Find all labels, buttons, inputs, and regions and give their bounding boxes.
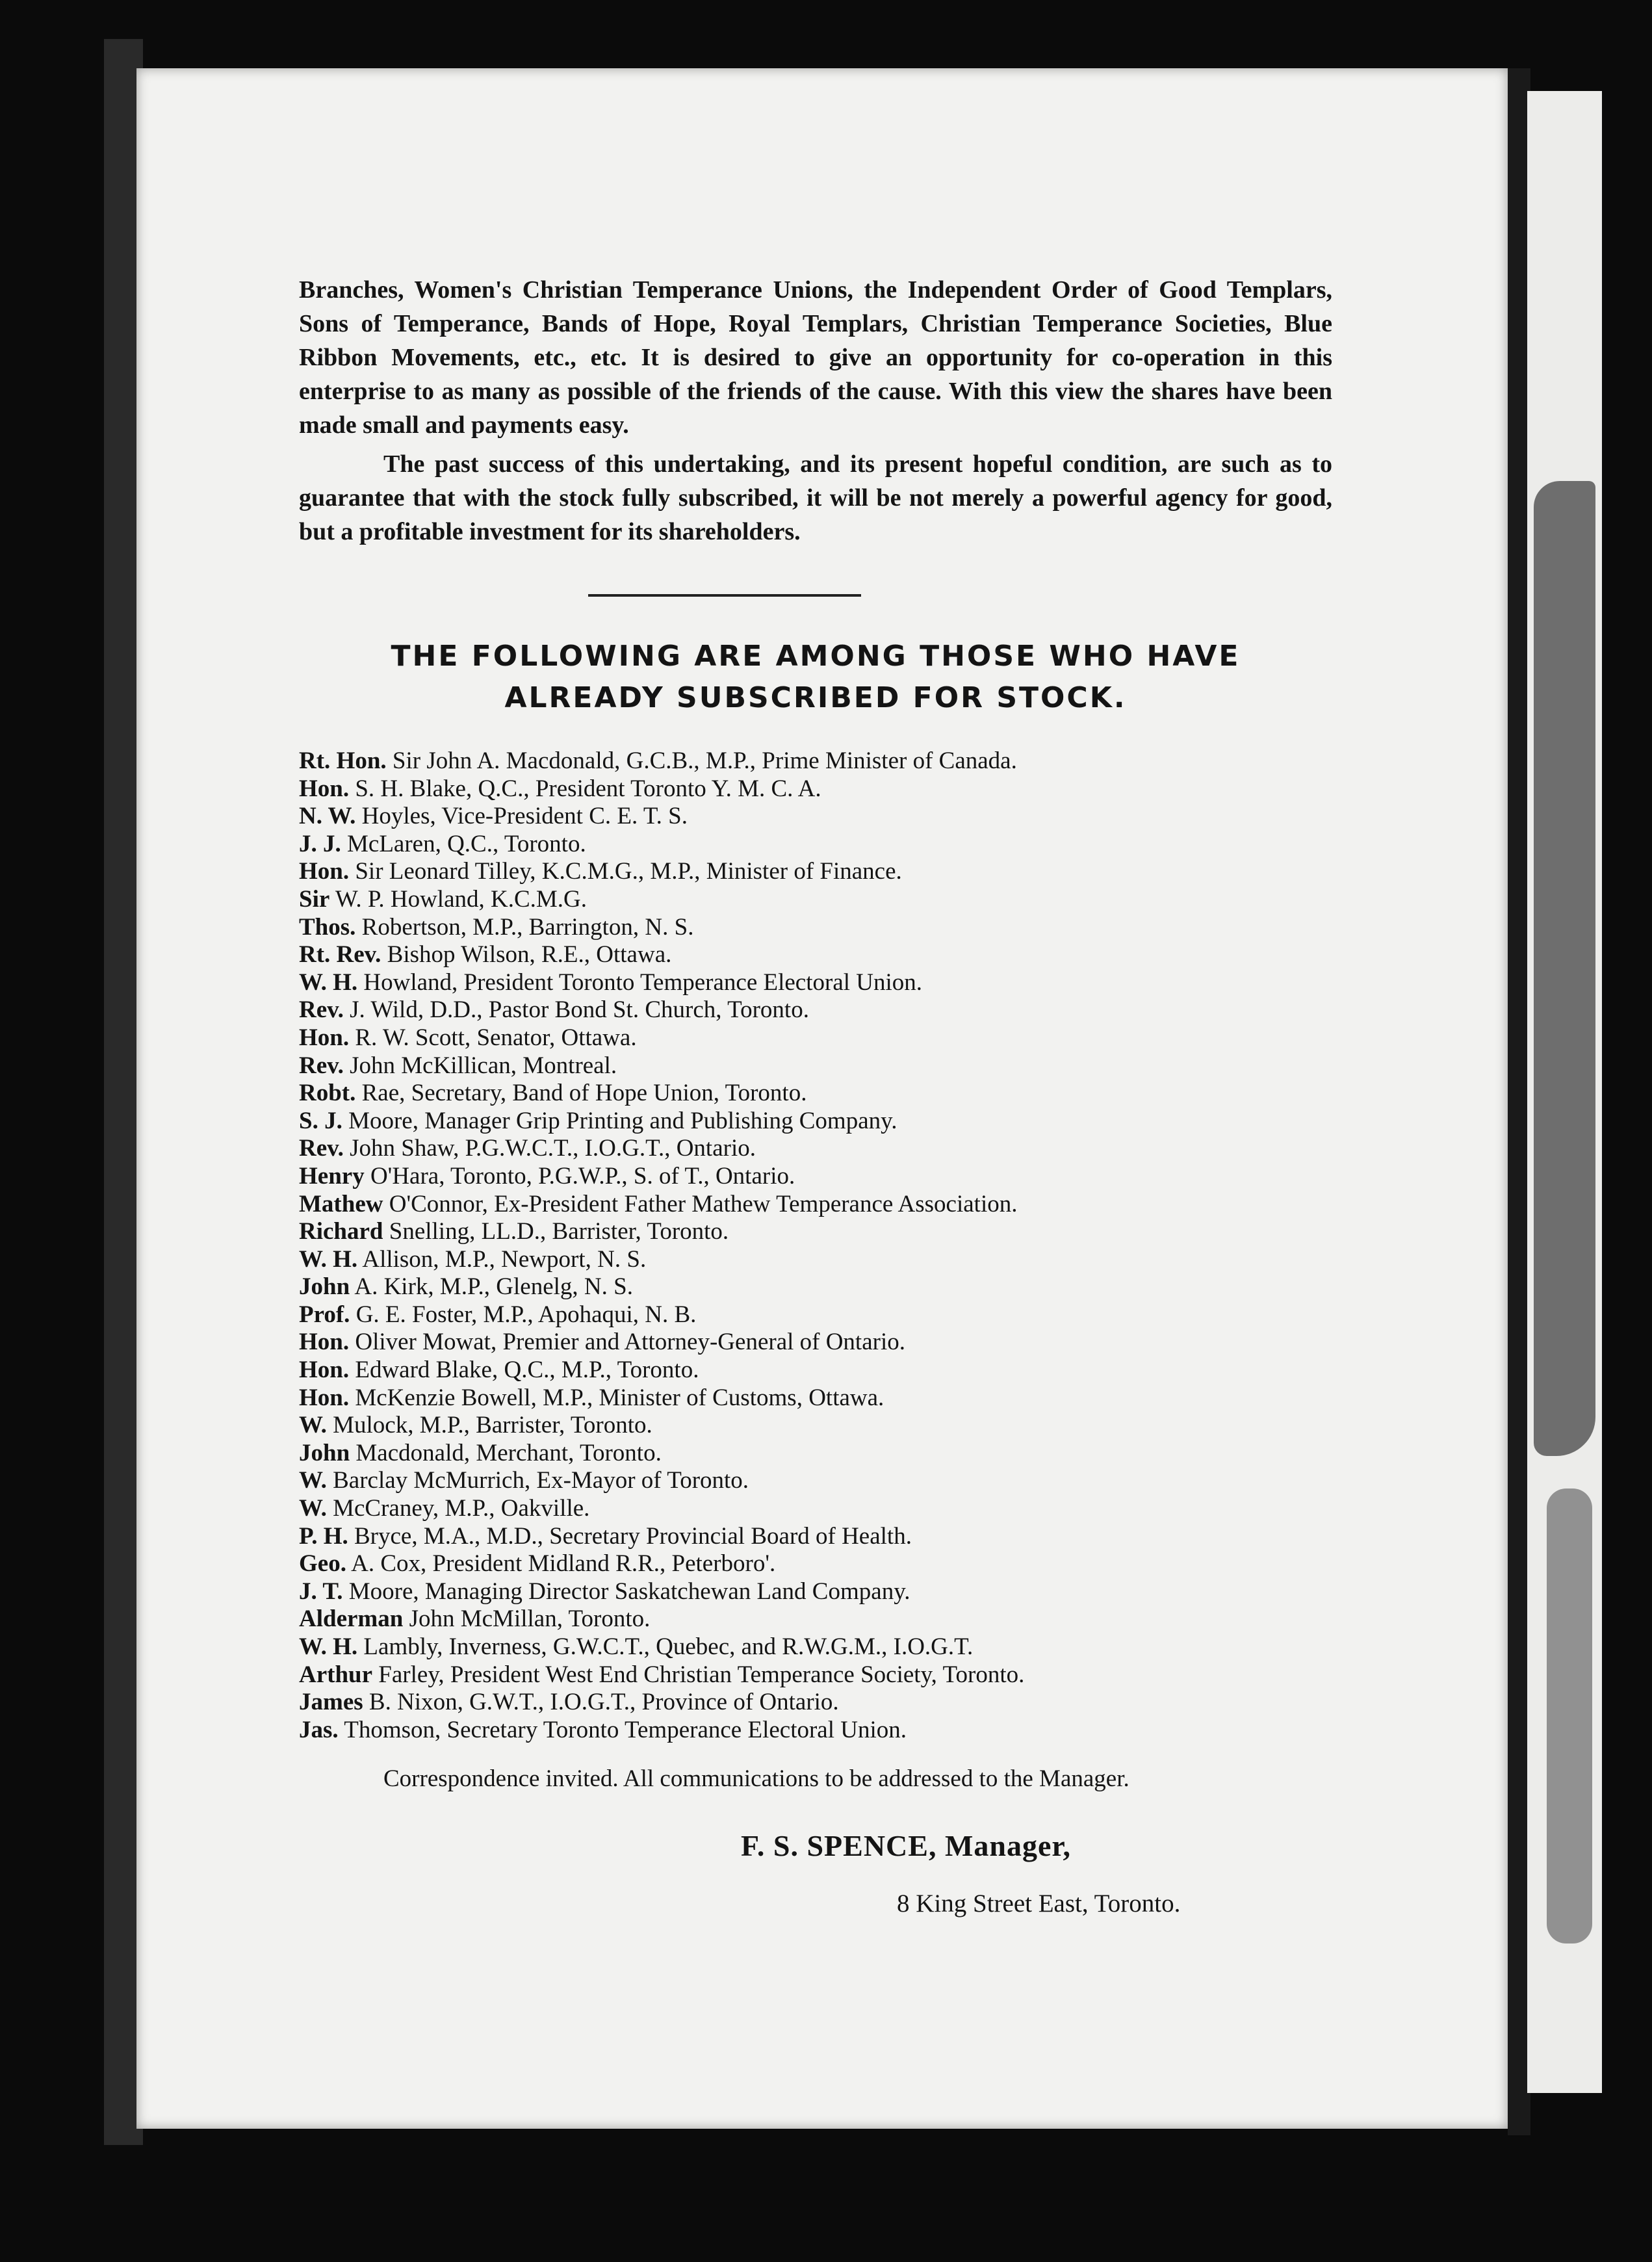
subscriber-entry: [299, 1080, 1332, 1108]
subscriber-detail: Moore, Managing Director Saskatchewan Land Company.: [342, 1578, 910, 1605]
subscriber-detail: Oliver Mowat, Premier and Attorney-General of Ontario.: [349, 1329, 905, 1356]
subscriber-title: J. J.: [299, 830, 341, 857]
subscriber-title: Sir: [299, 885, 330, 913]
subscriber-title: Rev.: [299, 1135, 344, 1162]
subscriber-entry: [299, 1467, 1332, 1495]
subscriber-entry: [299, 914, 1332, 942]
subscriber-title: W. H.: [299, 1245, 358, 1273]
subscriber-detail: W. P. Howland, K.C.M.G.: [329, 885, 587, 913]
subscriber-detail: Snelling, LL.D., Barrister, Toronto.: [383, 1218, 729, 1245]
subscriber-detail: S. H. Blake, Q.C., President Toronto Y. M. C. A.: [349, 775, 821, 802]
subscriber-entry: [299, 886, 1332, 914]
subscriber-entry: [299, 1717, 1332, 1745]
subscriber-entry: [299, 1357, 1332, 1384]
manager-signature: F. S. SPENCE, Manager,: [741, 1829, 1072, 1863]
subscriber-entry: [299, 775, 1332, 803]
subscriber-title: Hon.: [299, 775, 350, 802]
subscriber-title: Richard: [299, 1218, 383, 1245]
subscriber-title: W.: [299, 1495, 327, 1522]
subscriber-title: N. W.: [299, 803, 356, 830]
subscriber-entry: [299, 1689, 1332, 1717]
subscriber-title: W.: [299, 1412, 327, 1439]
subscriber-detail: Lambly, Inverness, G.W.C.T., Quebec, and R.W.G.M., I.O.G.T.: [357, 1633, 974, 1660]
subscriber-detail: Robertson, M.P., Barrington, N. S.: [355, 913, 694, 941]
subscriber-title: John: [299, 1439, 350, 1466]
subscriber-title: James: [299, 1689, 363, 1716]
subscriber-entry: [299, 941, 1332, 969]
subscriber-entry: [299, 1384, 1332, 1412]
subscriber-detail: Sir John A. Macdonald, G.C.B., M.P., Prime Minister of Canada.: [386, 748, 1017, 774]
subscriber-entry: [299, 1191, 1332, 1219]
subscriber-entry: [299, 969, 1332, 997]
subscriber-detail: R. W. Scott, Senator, Ottawa.: [349, 1024, 637, 1051]
subscriber-entry: [299, 1301, 1332, 1329]
subscriber-detail: B. Nixon, G.W.T., I.O.G.T., Province of Ontario.: [363, 1689, 839, 1716]
subscriber-title: Hon.: [299, 858, 350, 885]
page-content: [299, 273, 1332, 1918]
correspondence-note: Correspondence invited. All communications to be addressed to the Manager.: [383, 1765, 1129, 1793]
subscriber-detail: McCraney, M.P., Oakville.: [326, 1495, 590, 1522]
subscriber-detail: Moore, Manager Grip Printing and Publishing Company.: [342, 1107, 897, 1134]
subscriber-title: Prof.: [299, 1301, 350, 1328]
subscriber-title: Hon.: [299, 1384, 350, 1411]
subscriber-entry: [299, 1329, 1332, 1357]
subscriber-title: P. H.: [299, 1522, 348, 1550]
subscriber-title: Geo.: [299, 1550, 346, 1578]
subscriber-detail: Mulock, M.P., Barrister, Toronto.: [326, 1412, 652, 1439]
manager-address: 8 King Street East, Toronto.: [897, 1890, 1181, 1918]
subscriber-detail: Barclay McMurrich, Ex-Mayor of Toronto.: [326, 1467, 749, 1494]
subscriber-detail: Macdonald, Merchant, Toronto.: [350, 1439, 662, 1466]
subscriber-title: Rt. Rev.: [299, 941, 381, 968]
intro-paragraph: Branches, Women's Christian Temperance Unions, the Independent Order of Good Templars, Sons of Temperance, Bands of Hope, Royal Templars, Christian Temperance Societies, Blue Ribbon Movements, etc., etc. It is desired to give an opportunity for co-operation in this enterprise to as many as possible of the friends of the cause. With this view the shares have been made small and payments easy.: [299, 276, 1332, 439]
subscriber-detail: J. Wild, D.D., Pastor Bond St. Church, Toronto.: [343, 996, 809, 1024]
subscriber-title: Thos.: [299, 913, 356, 941]
subscriber-detail: John McKillican, Montreal.: [343, 1052, 617, 1079]
subscriber-entry: [299, 858, 1332, 886]
subscriber-title: Henry: [299, 1162, 365, 1190]
subscriber-entry: [299, 1412, 1332, 1440]
subscriber-detail: Bishop Wilson, R.E., Ottawa.: [381, 941, 672, 968]
subscriber-detail: Rae, Secretary, Band of Hope Union, Toronto.: [355, 1080, 807, 1107]
subscriber-entry: [299, 1550, 1332, 1578]
subscriber-title: Hon.: [299, 1024, 350, 1051]
subscriber-detail: Bryce, M.A., M.D., Secretary Provincial Board of Health.: [348, 1522, 912, 1550]
torn-edge-shadow: [1547, 1488, 1592, 1944]
subscriber-title: Alderman: [299, 1606, 404, 1633]
subscriber-detail: McLaren, Q.C., Toronto.: [341, 830, 586, 857]
subscriber-title: Arthur: [299, 1661, 373, 1688]
subscriber-entry: [299, 1578, 1332, 1606]
subscriber-title: W. H.: [299, 968, 358, 996]
subscriber-entry: [299, 1633, 1332, 1661]
divider-rule: [588, 594, 861, 597]
subscriber-detail: G. E. Foster, M.P., Apohaqui, N. B.: [350, 1301, 697, 1328]
subscriber-entry: [299, 1246, 1332, 1274]
subscriber-title: Rev.: [299, 996, 344, 1024]
subscriber-entry: [299, 996, 1332, 1024]
subscriber-detail: McKenzie Bowell, M.P., Minister of Customs, Ottawa.: [349, 1384, 884, 1411]
subscriber-detail: Howland, President Toronto Temperance Electoral Union.: [357, 968, 923, 996]
subscriber-entry: [299, 1052, 1332, 1080]
subscriber-detail: Farley, President West End Christian Temperance Society, Toronto.: [372, 1661, 1025, 1688]
subscriber-detail: O'Hara, Toronto, P.G.W.P., S. of T., Ontario.: [364, 1162, 795, 1190]
subscriber-detail: Thomson, Secretary Toronto Temperance Electoral Union.: [338, 1716, 907, 1743]
subscriber-title: Rt. Hon.: [299, 748, 387, 774]
subscriber-entry: [299, 1135, 1332, 1163]
subscriber-title: S. J.: [299, 1107, 342, 1134]
subscriber-title: Rev.: [299, 1052, 344, 1079]
subscriber-entry: [299, 1108, 1332, 1136]
subscriber-detail: Allison, M.P., Newport, N. S.: [357, 1245, 647, 1273]
subscriber-list: [299, 748, 1332, 1744]
intro-paragraph: The past success of this undertaking, and its present hopeful condition, are such as to guarantee that with the stock fully subscribed, it will be not merely a powerful agency for good, but a profitable investment for its shareholders.: [299, 450, 1332, 545]
subscriber-entry: [299, 831, 1332, 859]
subscriber-entry: [299, 1273, 1332, 1301]
heading-line: ALREADY SUBSCRIBED FOR STOCK.: [504, 681, 1127, 714]
subscriber-detail: O'Connor, Ex-President Father Mathew Temperance Association.: [383, 1190, 1018, 1217]
subscriber-detail: A. Cox, President Midland R.R., Peterboro'.: [346, 1550, 776, 1578]
adjacent-page-strip: [1527, 91, 1602, 2093]
subscriber-title: Robt.: [299, 1080, 356, 1107]
subscriber-detail: A. Kirk, M.P., Glenelg, N. S.: [350, 1273, 633, 1301]
subscribers-heading: [299, 636, 1332, 719]
subscriber-title: J. T.: [299, 1578, 343, 1605]
subscriber-detail: John Shaw, P.G.W.C.T., I.O.G.T., Ontario.: [343, 1135, 756, 1162]
subscriber-detail: Hoyles, Vice-President C. E. T. S.: [355, 803, 688, 830]
subscriber-entry: [299, 748, 1332, 775]
subscriber-title: Mathew: [299, 1190, 383, 1217]
subscriber-entry: [299, 1606, 1332, 1633]
subscriber-entry: [299, 803, 1332, 831]
subscriber-entry: [299, 1523, 1332, 1551]
subscriber-detail: Edward Blake, Q.C., M.P., Toronto.: [349, 1357, 699, 1384]
heading-line: THE FOLLOWING ARE AMONG THOSE WHO HAVE: [391, 640, 1241, 673]
subscriber-title: W.: [299, 1467, 327, 1494]
subscriber-entry: [299, 1163, 1332, 1191]
subscriber-title: Hon.: [299, 1357, 350, 1384]
subscriber-detail: Sir Leonard Tilley, K.C.M.G., M.P., Minister of Finance.: [349, 858, 902, 885]
subscriber-detail: John McMillan, Toronto.: [403, 1606, 651, 1633]
subscriber-entry: [299, 1218, 1332, 1246]
subscriber-title: John: [299, 1273, 350, 1301]
subscriber-entry: [299, 1661, 1332, 1689]
subscriber-title: Hon.: [299, 1329, 350, 1356]
subscriber-entry: [299, 1440, 1332, 1468]
subscriber-title: Jas.: [299, 1716, 339, 1743]
torn-edge-shadow: [1534, 481, 1595, 1456]
subscriber-title: W. H.: [299, 1633, 358, 1660]
subscriber-entry: [299, 1495, 1332, 1523]
subscriber-entry: [299, 1024, 1332, 1052]
